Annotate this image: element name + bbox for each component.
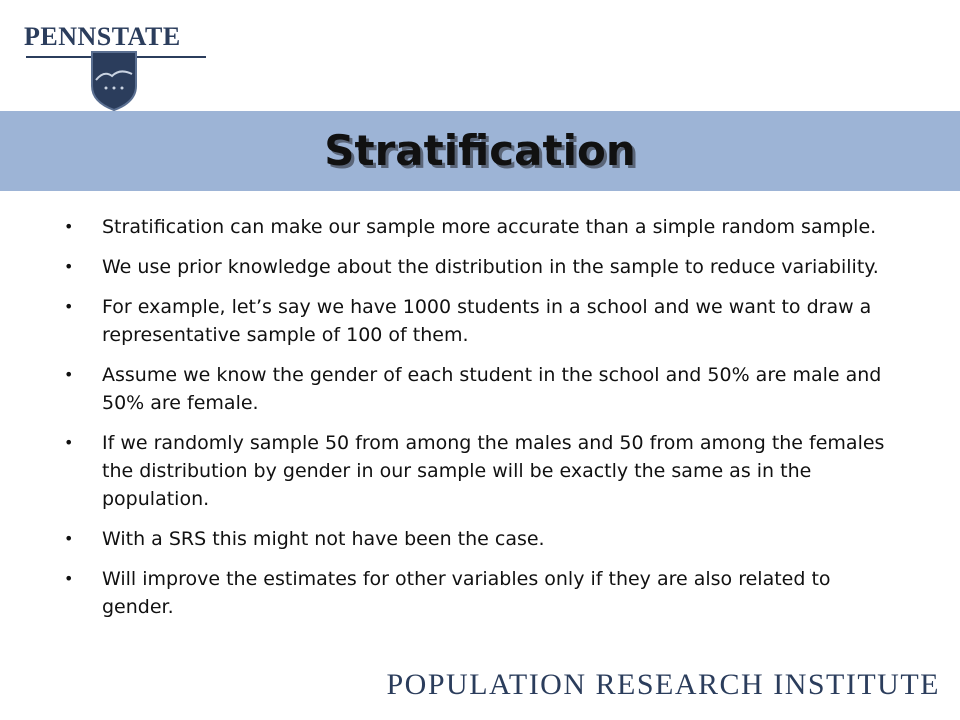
footer-institute-name: POPULATION RESEARCH INSTITUTE <box>386 668 940 701</box>
bullet-item <box>62 429 900 513</box>
bullet-icon: • <box>64 569 74 588</box>
bullet-icon: • <box>64 257 74 276</box>
shield-icon <box>90 50 138 112</box>
bullet-item <box>62 213 900 241</box>
title-band <box>0 111 960 191</box>
bullet-text: Will improve the estimates for other variables only if they are also related to gender. <box>102 568 831 618</box>
bullet-text: Assume we know the gender of each student in the school and 50% are male and 50% are female. <box>102 364 882 414</box>
bullet-item <box>62 253 900 281</box>
bullet-item <box>62 361 900 417</box>
bullet-text: Stratification can make our sample more accurate than a simple random sample. <box>102 216 877 238</box>
bullet-text: With a SRS this might not have been the case. <box>102 528 545 550</box>
bullet-list <box>62 213 900 633</box>
bullet-text: If we randomly sample 50 from among the males and 50 from among the females the distribution by gender in our sample will be exactly the same as in the population. <box>102 432 885 510</box>
bullet-icon: • <box>64 297 74 316</box>
bullet-icon: • <box>64 529 74 548</box>
slide-title: Stratification <box>324 126 636 175</box>
bullet-icon: • <box>64 365 74 384</box>
pennstate-wordmark: PENNSTATE <box>24 22 181 51</box>
bullet-item <box>62 565 900 621</box>
pennstate-logo <box>14 10 214 110</box>
bullet-text: We use prior knowledge about the distribution in the sample to reduce variability. <box>102 256 879 278</box>
bullet-icon: • <box>64 433 74 452</box>
bullet-text: For example, let’s say we have 1000 students in a school and we want to draw a representative sample of 100 of them. <box>102 296 872 346</box>
bullet-item <box>62 525 900 553</box>
bullet-icon: • <box>64 217 74 236</box>
bullet-item <box>62 293 900 349</box>
